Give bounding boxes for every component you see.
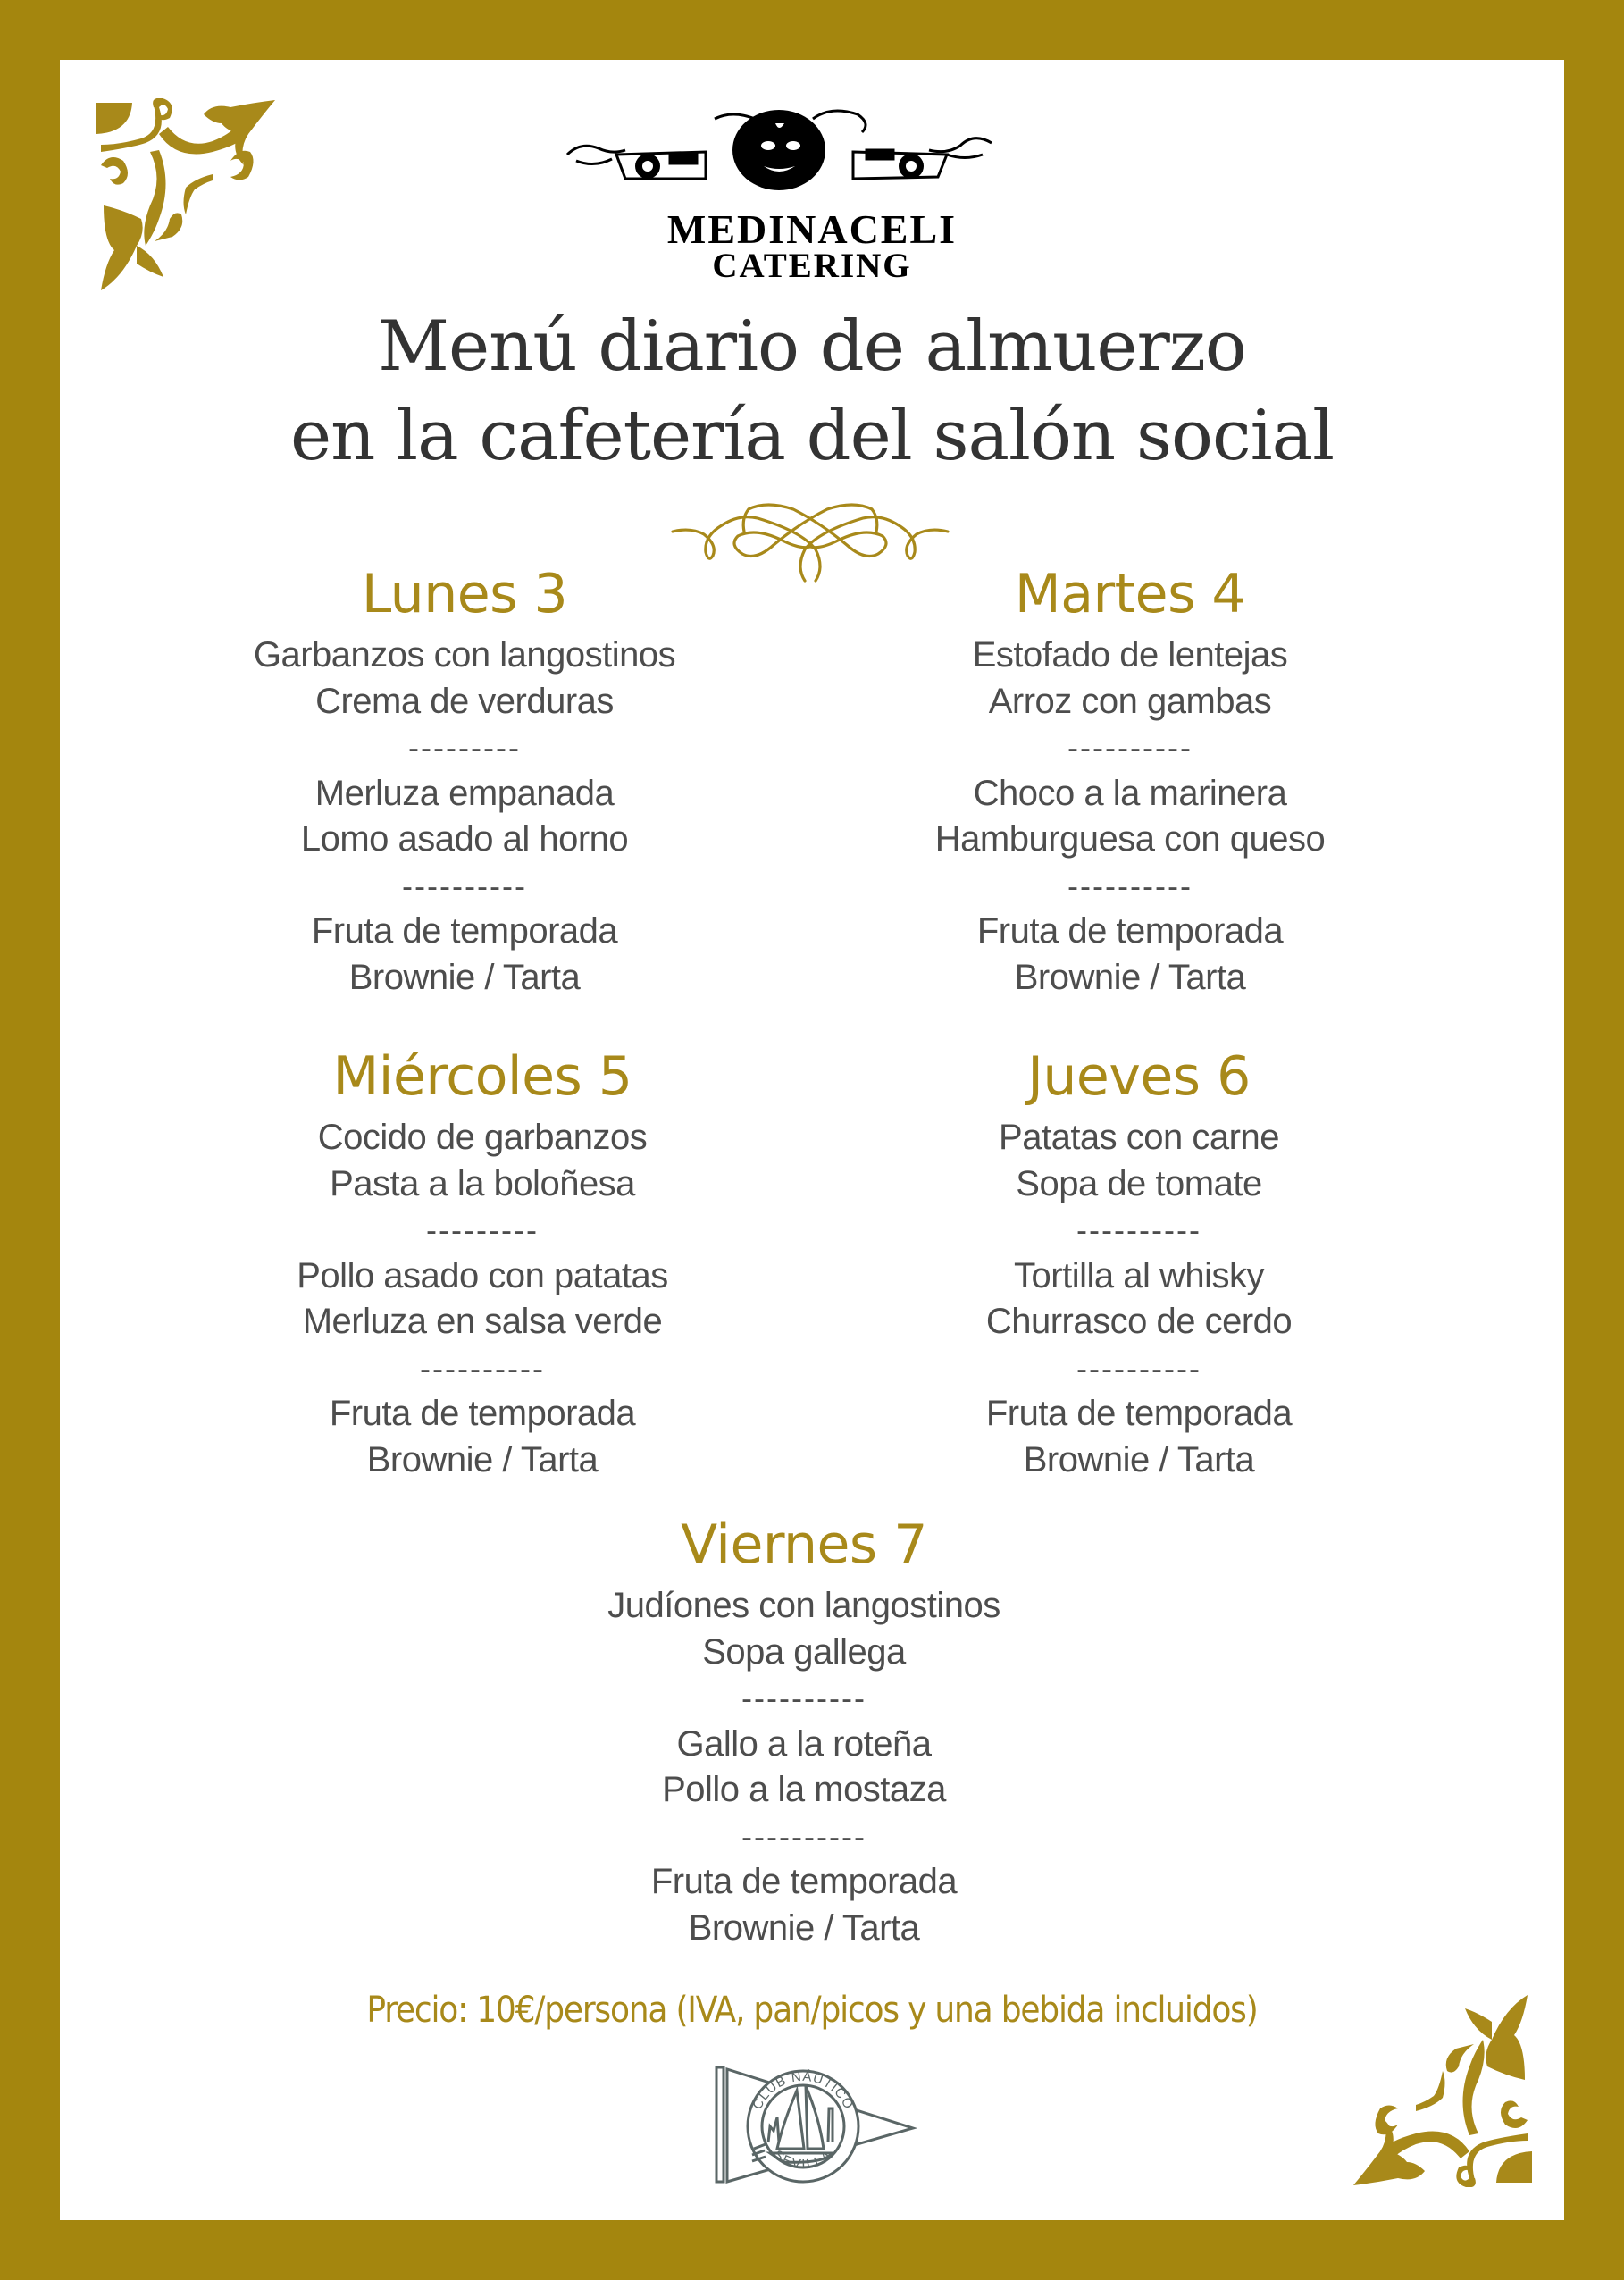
first-course-item: Cocido de garbanzos — [317, 1118, 648, 1157]
title-line-1: Menú diario de almuerzo — [378, 306, 1246, 387]
dessert-item: Brownie / Tarta — [1014, 957, 1246, 997]
day-heading: Lunes 3 — [361, 563, 568, 625]
second-course-item: Pollo a la mostaza — [662, 1770, 946, 1809]
first-course-item: Sopa gallega — [702, 1631, 906, 1672]
dessert-item: Fruta de temporada — [976, 911, 1284, 951]
course-separator: ---------- — [402, 867, 527, 904]
course-separator: ---------- — [1076, 1211, 1201, 1248]
page-title — [0, 302, 1624, 481]
day-menu-martes — [853, 563, 1407, 1001]
course-separator: ---------- — [741, 1680, 866, 1716]
second-course-item: Gallo a la roteña — [676, 1723, 932, 1764]
day-menu-jueves — [862, 1045, 1416, 1483]
club-logo-top-text: CLUB NÁUTICO — [749, 2068, 857, 2112]
first-course-item: Patatas con carne — [999, 1118, 1279, 1157]
dessert-item: Brownie / Tarta — [366, 1439, 599, 1479]
first-course-item: Judíones con langostinos — [607, 1586, 1000, 1625]
second-course-item: Choco a la marinera — [973, 773, 1287, 813]
course-separator: ---------- — [420, 1349, 545, 1387]
first-course-item: Sopa de tomate — [1016, 1163, 1262, 1203]
course-separator: ---------- — [1076, 1349, 1201, 1387]
dessert-item: Brownie / Tarta — [688, 1907, 920, 1948]
day-heading: Martes 4 — [1014, 563, 1246, 625]
title-line-2: en la cafetería del salón social — [289, 396, 1335, 476]
medinaceli-crest-icon — [563, 105, 996, 195]
dessert-item: Brownie / Tarta — [1023, 1439, 1255, 1479]
day-menu-lunes — [188, 563, 741, 1001]
course-separator: ---------- — [741, 1817, 866, 1855]
first-course-item: Pasta a la boloñesa — [330, 1163, 635, 1203]
club-nautico-pennant-icon — [699, 2055, 922, 2184]
course-separator: --------- — [408, 729, 521, 766]
course-separator: ---------- — [1067, 729, 1193, 766]
price-note: Precio: 10€/persona (IVA, pan/picos y una bebida incluidos) — [366, 1990, 1258, 2031]
course-separator: ---------- — [1067, 867, 1193, 904]
first-course-item: Estofado de lentejas — [972, 635, 1288, 675]
second-course-item: Churrasco de cerdo — [985, 1302, 1293, 1341]
first-course-item: Arroz con gambas — [988, 681, 1272, 721]
dessert-item: Fruta de temporada — [311, 911, 618, 951]
first-course-item: Garbanzos con langostinos — [253, 635, 676, 675]
brand-name: MEDINACELI — [666, 206, 958, 252]
second-course-item: Tortilla al whisky — [1014, 1255, 1264, 1295]
first-course-item: Crema de verduras — [315, 681, 614, 721]
second-course-item: Merluza en salsa verde — [302, 1302, 663, 1341]
dessert-item: Fruta de temporada — [650, 1862, 958, 1901]
day-heading: Jueves 6 — [1027, 1045, 1251, 1108]
second-course-item: Hamburguesa con queso — [934, 819, 1326, 859]
second-course-item: Pollo asado con patatas — [297, 1255, 668, 1295]
day-menu-miercoles — [205, 1045, 759, 1483]
club-logo-bottom-text: SEVILLA — [770, 2147, 836, 2173]
day-heading: Miércoles 5 — [332, 1045, 632, 1108]
day-heading: Viernes 7 — [681, 1513, 927, 1576]
brand-subtitle: CATERING — [712, 247, 912, 285]
course-separator: --------- — [426, 1211, 539, 1248]
dessert-item: Brownie / Tarta — [348, 957, 581, 997]
second-course-item: Merluza empanada — [314, 773, 615, 813]
dessert-item: Fruta de temporada — [329, 1394, 636, 1433]
day-menu-viernes — [527, 1513, 1081, 1951]
second-course-item: Lomo asado al horno — [300, 819, 629, 859]
dessert-item: Fruta de temporada — [985, 1394, 1293, 1433]
